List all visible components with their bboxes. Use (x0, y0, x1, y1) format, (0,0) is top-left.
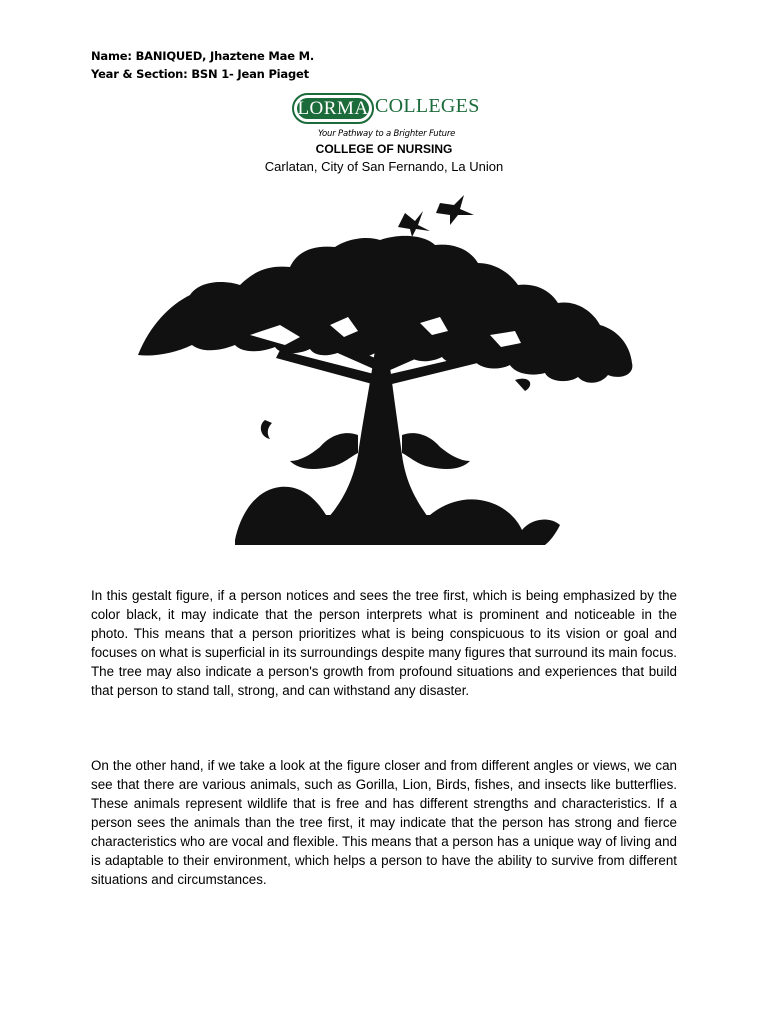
bird-icon (398, 211, 430, 237)
student-header (91, 47, 314, 83)
logo-left-word: LORMA (297, 98, 369, 119)
college-name: COLLEGE OF NURSING (315, 142, 453, 156)
lorma-colleges-logo (292, 93, 482, 143)
gestalt-tree-silhouette-icon (130, 185, 650, 550)
logo-right-word: COLLEGES (375, 95, 480, 117)
college-address: Carlatan, City of San Fernando, La Union (264, 159, 504, 174)
logo-tagline: Your Pathway to a Brighter Future (318, 129, 456, 139)
paragraph-animals-interpretation: On the other hand, if we take a look at the figure closer and from different angles or views, we can see that there are various animals, such as Gorilla, Lion, Birds, fishes, and insects like butterflies. These animals represent wildlife that is free and has different strengths and characteristics. If a person sees the animals than the tree first, it may indicate that the person has strong and fierce characteristics who are vocal and flexible. This means that a person has a unique way of living and is adaptable to their environment, which helps a person to have the ability to survive from different situations and circumstances. (91, 758, 677, 887)
name-line: Name: BANIQUED, Jhaztene Mae M. (91, 49, 315, 63)
lion-icon (402, 433, 470, 469)
gorilla-icon (290, 433, 358, 469)
butterfly-icon (525, 497, 547, 515)
bird-icon (436, 195, 474, 225)
section-line: Year & Section: BSN 1- Jean Piaget (91, 67, 309, 81)
paragraph-tree-interpretation: In this gestalt figure, if a person notices and sees the tree first, which is being emphasized by the color black, it may indicate that the person interprets what is prominent and noticeable in the photo. This means that a person prioritizes what is being conspicuous to its vision or goal and focuses on what is superficial in its surroundings despite many figures that surround its main focus. The tree may also indicate a person's growth from profound situations and experiences that build that person to stand tall, strong, and can withstand any disaster. (91, 588, 677, 698)
